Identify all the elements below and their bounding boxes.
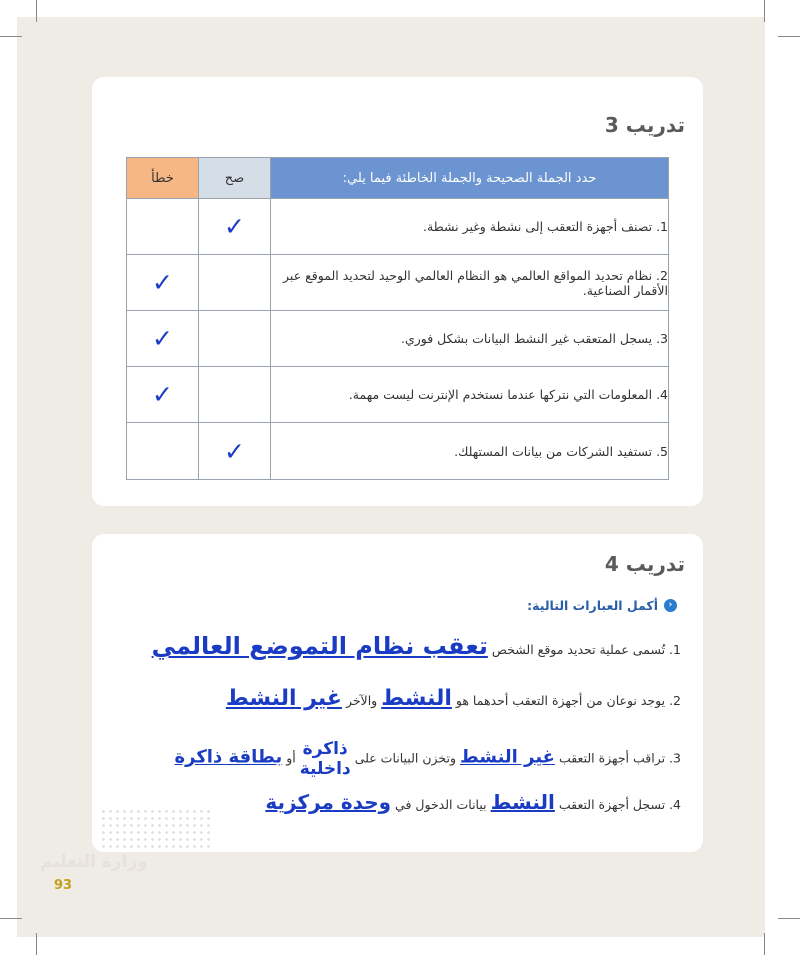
question-text: 5. تستفيد الشركات من بيانات المستهلك. [271,423,669,480]
item-prefix: 4. تسجل أجهزة التعقب [558,797,681,812]
table-row [127,367,669,423]
crop-mark [764,933,765,955]
question-text: 2. نظام تحديد المواقع العالمي هو النظام العالمي الوحيد لتحديد الموقع عبر الأقمار الصناعية. [271,255,669,311]
answer-line-bottom: داخلية [299,759,351,779]
false-cell [127,423,199,480]
fill-in-item-1 [152,632,681,660]
false-checkmark-icon: ✓ [127,255,199,311]
handwritten-answer: النشط [381,686,452,711]
chevron-left-icon: ‹ [664,599,677,612]
exercise3-title: تدريب 3 [604,113,685,137]
header-false: خطأ [127,158,199,199]
question-text: 4. المعلومات التي نتركها عندما نستخدم الإنترنت ليست مهمة. [271,367,669,423]
true-checkmark-icon: ✓ [199,423,271,480]
true-cell [199,255,271,311]
exercise4-title: تدريب 4 [604,552,685,576]
true-false-table [126,157,669,480]
fill-in-item-4 [265,790,681,814]
table-row [127,423,669,480]
item-middle: والآخر [345,693,378,708]
page-number: 93 [54,878,73,893]
exercise3-card [92,77,703,506]
ministry-watermark: وزارة التعليم [40,852,148,872]
question-text: 3. يسجل المتعقب غير النشط البيانات بشكل فوري. [271,311,669,367]
handwritten-answer: بطاقة ذاكرة [174,746,283,768]
handwritten-answer: غير النشط [225,686,342,711]
handwritten-answer: غير النشط [459,746,555,768]
table-row [127,255,669,311]
instruction-text: أكمل العبارات التالية: [527,598,658,613]
false-checkmark-icon: ✓ [127,367,199,423]
item-middle: بيانات الدخول في [395,797,487,812]
crop-mark [36,933,37,955]
handwritten-answer-stacked [300,739,351,779]
item-prefix: 1. تُسمى عملية تحديد موقع الشخص [491,642,681,657]
crop-mark [778,36,800,37]
item-or: أو [286,750,296,766]
handwritten-answer: النشط [490,790,555,814]
item-prefix: 3. تراقب أجهزة التعقب [558,750,681,766]
crop-mark [36,0,37,22]
false-checkmark-icon: ✓ [127,311,199,367]
crop-mark [0,918,22,919]
fill-in-item-3 [175,739,682,779]
exercise4-card [92,534,703,852]
true-checkmark-icon: ✓ [199,199,271,255]
true-cell [199,311,271,367]
crop-mark [0,36,22,37]
handwritten-answer: وحدة مركزية [265,790,392,814]
instruction [527,598,677,613]
item-prefix: 2. يوجد نوعان من أجهزة التعقب أحدهما هو [455,693,681,708]
true-cell [199,367,271,423]
crop-mark [764,0,765,22]
false-cell [127,199,199,255]
table-row [127,199,669,255]
answer-line-top: ذاكرة [302,739,348,759]
decorative-dot-pattern [100,808,210,848]
handwritten-answer: تعقب نظام التموضع العالمي [151,632,488,660]
table-row [127,311,669,367]
header-true: صح [199,158,271,199]
item-middle: وتخزن البيانات على [354,750,456,766]
crop-mark [778,918,800,919]
fill-in-item-2 [226,686,681,711]
question-text: 1. تصنف أجهزة التعقب إلى نشطة وغير نشطة. [271,199,669,255]
header-question: حدد الجملة الصحيحة والجملة الخاطئة فيما يلي: [271,158,669,199]
